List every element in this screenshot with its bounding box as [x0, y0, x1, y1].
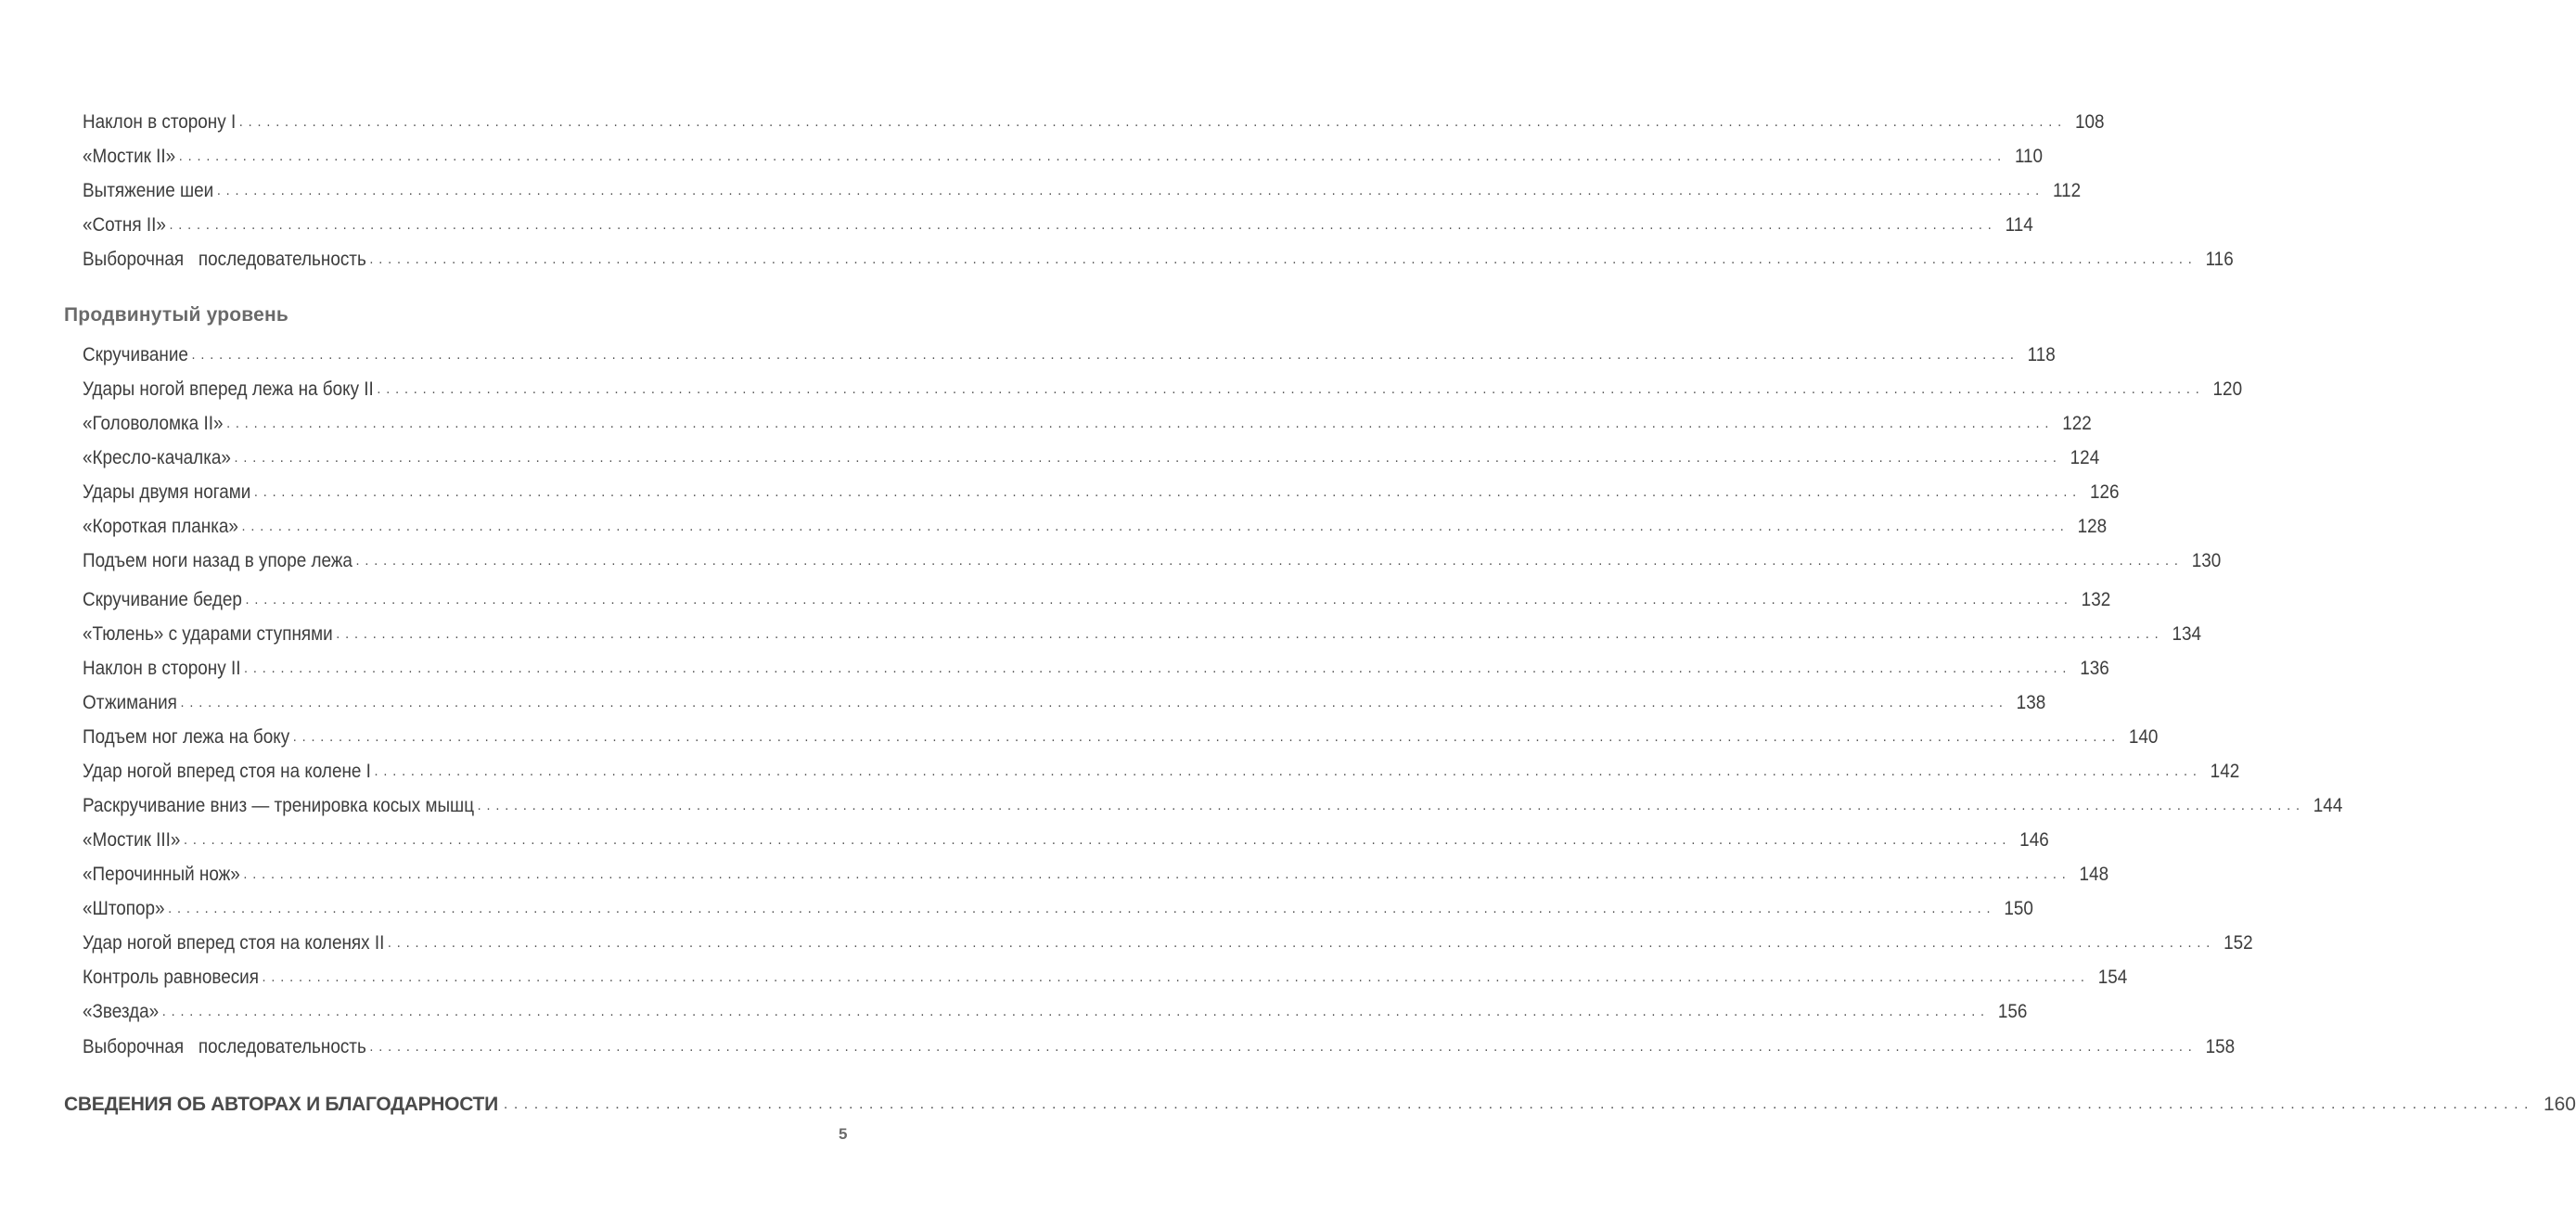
closing-page: 160 [2543, 1094, 2576, 1115]
toc-entry [83, 376, 2243, 404]
toc-entry [83, 109, 2105, 136]
dot-leader: ........................................................................................................................................................................................................ [387, 935, 2216, 951]
toc-entry-title: Наклон в сторону I [83, 111, 237, 133]
toc-closing-entry [64, 1091, 2576, 1119]
toc-entry [83, 964, 2128, 992]
toc-entry [83, 410, 2092, 438]
toc-entry-title: «Короткая планка» [83, 516, 238, 537]
dot-leader: ........................................................................................................................................................................................................ [377, 381, 2205, 397]
toc-entry [83, 513, 2108, 541]
dot-leader: ........................................................................................................................................................................................................ [169, 217, 1997, 233]
toc-entry [83, 689, 2046, 717]
toc-entry-title: Скручивание бедер [83, 589, 242, 610]
dot-leader: ........................................................................................................................................................................................................ [336, 626, 2164, 642]
toc-entry-title: «Мостик III» [83, 829, 181, 851]
toc-entry-title: Удар ногой вперед стоя на колене I [83, 761, 371, 782]
toc-entry-page: 140 [2128, 726, 2159, 748]
dot-leader: ........................................................................................................................................................................................................ [180, 695, 2008, 711]
dot-leader: ........................................................................................................................................................................................................ [355, 553, 2184, 569]
toc-entry-title: Наклон в сторону II [83, 658, 241, 679]
dot-leader: ........................................................................................................................................................................................................ [243, 866, 2071, 882]
closing-title: СВЕДЕНИЯ ОБ АВТОРАХ И БЛАГОДАРНОСТИ [64, 1094, 498, 1115]
dot-leader: ........................................................................................................................................................................................................ [374, 763, 2202, 779]
toc-entry-title: «Звезда» [83, 1001, 160, 1022]
toc-entry [83, 724, 2159, 751]
toc-entry [83, 341, 2056, 369]
dot-leader: ........................................................................................................................................................................................................ [477, 798, 2305, 813]
toc-entry-title: «Мостик II» [83, 146, 176, 167]
toc-entry-page: 138 [2016, 692, 2046, 713]
toc-entry [83, 211, 2033, 239]
toc-entry-page: 108 [2074, 111, 2105, 133]
toc-entry-title: Удары двумя ногами [83, 481, 251, 503]
toc-entry-page: 130 [2191, 550, 2222, 571]
toc-entry-title: Выборочная последовательность [83, 249, 366, 270]
dot-leader: ........................................................................................................................................................................................................ [226, 416, 2055, 431]
dot-leader: ........................................................................................................................................................................................................ [241, 519, 2070, 534]
toc-entry [83, 246, 2234, 274]
toc-entry-page: 134 [2172, 623, 2201, 645]
toc-entry-title: Подъем ног лежа на боку [83, 726, 290, 748]
toc-entry [83, 895, 2033, 923]
toc-entry-page: 148 [2079, 864, 2109, 885]
toc-entry-title: «Кресло-качалка» [83, 447, 231, 468]
toc-entry-page: 158 [2205, 1036, 2236, 1057]
toc-entry-title: Удары ногой вперед лежа на боку II [83, 378, 374, 400]
toc-entry-page: 120 [2212, 378, 2243, 400]
toc-entry-title: Подъем ноги назад в упоре лежа [83, 550, 352, 571]
toc-entry-page: 124 [2070, 447, 2100, 468]
toc-entry-page: 118 [2027, 344, 2056, 365]
dot-leader: ........................................................................................................................................................................................................ [369, 251, 2198, 267]
toc-entry-page: 112 [2052, 180, 2082, 201]
toc-entry-page: 142 [2210, 761, 2240, 782]
toc-entry-page: 132 [2081, 589, 2111, 610]
dot-leader: ........................................................................................................................................................................................................ [234, 450, 2062, 466]
toc-entry-title: «Перочинный нож» [83, 864, 240, 885]
dot-leader: ........................................................................................................................................................................................................ [253, 484, 2083, 500]
dot-leader: ........................................................................................................................................................................................................ [238, 114, 2067, 130]
dot-leader: ........................................................................................................................................................................................................ [184, 832, 2012, 848]
toc-entry-title: «Тюлень» с ударами ступнями [83, 623, 333, 645]
dot-leader: ........................................................................................................................................................................................................ [292, 729, 2121, 745]
toc-entry-title: «Сотня II» [83, 214, 166, 236]
dot-leader: ........................................................................................................................................................................................................ [178, 148, 2006, 164]
toc-entry [83, 861, 2109, 889]
toc-entry [83, 826, 2049, 854]
toc-entry-page: 156 [1997, 1001, 2028, 1022]
toc-entry [83, 655, 2109, 683]
toc-entry-page: 150 [2004, 898, 2033, 919]
toc-entry-title: Отжимания [83, 692, 177, 713]
toc-entry [83, 444, 2100, 472]
dot-leader: ........................................................................................................................................................................................................ [369, 1039, 2198, 1055]
toc-entry [83, 547, 2222, 575]
toc-entry-title: «Головоломка II» [83, 413, 224, 434]
toc-entry-page: 122 [2062, 413, 2092, 434]
toc-entry-title: Раскручивание вниз — тренировка косых мышц [83, 795, 475, 816]
toc-entry [83, 1033, 2236, 1061]
toc-entry [83, 143, 2044, 171]
toc-entry [83, 479, 2120, 506]
toc-entry-page: 126 [2090, 481, 2120, 503]
toc-entry-page: 154 [2097, 967, 2128, 988]
dot-leader: ........................................................................................................................................................................................................ [161, 1004, 1990, 1019]
toc-entry [83, 792, 2343, 820]
page-folio: 5 [839, 1125, 848, 1143]
section-heading: Продвинутый уровень [64, 304, 288, 326]
toc-entry-page: 128 [2077, 516, 2108, 537]
dot-leader: ........................................................................................................................................................................................................ [245, 592, 2073, 608]
dot-leader: ........................................................................................................................................................................................................ [262, 969, 2090, 985]
toc-entry [83, 586, 2111, 614]
toc-entry-page: 144 [2313, 795, 2343, 816]
toc-entry-page: 116 [2205, 249, 2234, 270]
toc-entry [83, 998, 2028, 1026]
toc-entry [83, 177, 2082, 205]
dot-leader: ........................................................................................................................................................................................................ [191, 347, 2019, 363]
toc-entry-title: Вытяжение шеи [83, 180, 214, 201]
toc-entry-title: Выборочная последовательность [83, 1036, 366, 1057]
dot-leader: ........................................................................................................................................................................................................ [503, 1096, 2534, 1112]
toc-entry-page: 146 [2019, 829, 2049, 851]
toc-entry-title: Скручивание [83, 344, 188, 365]
toc-entry-page: 114 [2005, 214, 2033, 236]
toc-entry [83, 929, 2253, 957]
toc-entry-title: Удар ногой вперед стоя на коленях II [83, 932, 385, 954]
dot-leader: ........................................................................................................................................................................................................ [168, 901, 1996, 916]
toc-entry [83, 621, 2201, 648]
toc-entry-page: 152 [2224, 932, 2253, 954]
toc-entry-page: 136 [2080, 658, 2109, 679]
toc-entry [83, 758, 2240, 786]
dot-leader: ........................................................................................................................................................................................................ [216, 183, 2044, 199]
dot-leader: ........................................................................................................................................................................................................ [244, 660, 2072, 676]
toc-entry-title: Контроль равновесия [83, 967, 259, 988]
toc-entry-title: «Штопор» [83, 898, 165, 919]
toc-entry-page: 110 [2014, 146, 2044, 167]
